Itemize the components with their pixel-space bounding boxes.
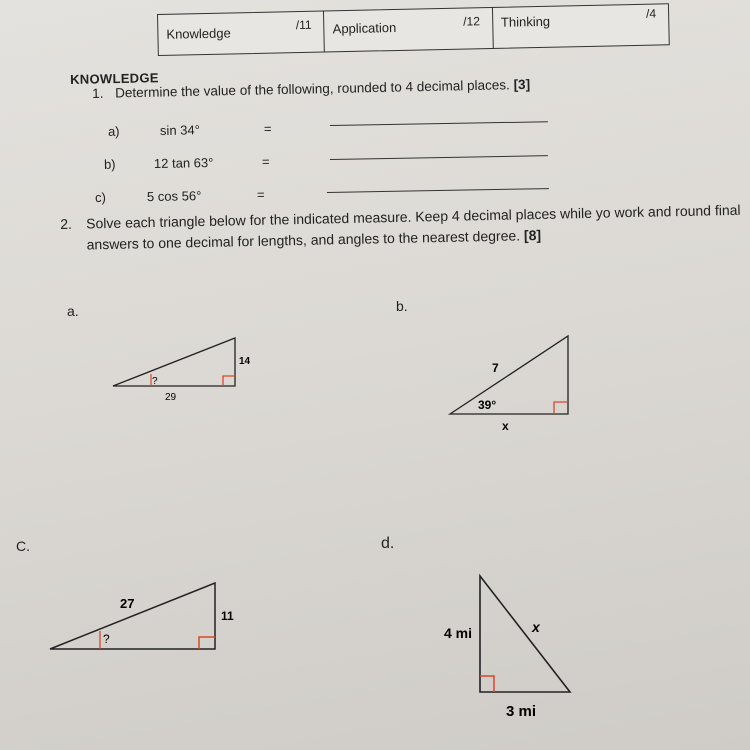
score-label: Knowledge xyxy=(166,25,231,42)
score-out-of: /11 xyxy=(295,17,312,33)
triangle-d-base: 3 mi xyxy=(506,703,537,720)
answer-line[interactable] xyxy=(330,155,548,160)
score-table xyxy=(157,3,670,56)
part-expression: sin 34° xyxy=(159,122,200,139)
part-letter: a) xyxy=(107,123,120,139)
q1-part-a xyxy=(108,116,558,144)
triangle-b-outline xyxy=(450,336,568,414)
triangle-c-hypotenuse: 27 xyxy=(120,596,135,611)
triangle-d-vertical-side: 4 mi xyxy=(444,625,473,641)
question-number: 2. xyxy=(60,215,73,232)
triangle-a-base: 29 xyxy=(165,392,177,403)
part-equals: = xyxy=(263,121,272,137)
triangle-b-hypotenuse: 7 xyxy=(492,361,499,375)
triangle-b-diagram xyxy=(440,330,580,440)
right-angle-marker xyxy=(554,402,568,414)
score-label: Application xyxy=(332,19,397,37)
question-marks: [3] xyxy=(513,76,531,93)
question-number: 1. xyxy=(92,85,104,101)
triangle-d-outline xyxy=(480,576,570,692)
triangle-a-vertical-side: 14 xyxy=(239,356,251,367)
triangle-label-d: d. xyxy=(381,535,395,552)
right-angle-marker xyxy=(223,376,235,386)
answer-line[interactable] xyxy=(330,121,548,126)
question-text: Solve each triangle below for the indicated measure. Keep 4 decimal places while yo work and round final answers to one decimal for lengths, and angles to the nearest degree. xyxy=(86,201,741,253)
question-marks: [8] xyxy=(523,226,542,244)
score-out-of: /12 xyxy=(463,14,481,29)
triangle-label-c: C. xyxy=(16,538,30,554)
section-heading: KNOWLEDGE xyxy=(70,70,159,87)
triangle-label-b: b. xyxy=(396,298,408,314)
triangle-d-diagram xyxy=(440,570,590,725)
triangle-label-a: a. xyxy=(67,303,79,319)
question-text: Determine the value of the following, rounded to 4 decimal places. xyxy=(115,77,510,101)
triangle-d-hypotenuse: x xyxy=(532,619,540,635)
triangle-a-diagram xyxy=(105,330,255,410)
part-expression: 12 tan 63° xyxy=(153,155,214,172)
triangle-c-diagram xyxy=(45,575,245,660)
triangle-c-angle: ? xyxy=(103,632,110,646)
triangle-a-angle: ? xyxy=(152,376,158,387)
q1-part-b xyxy=(104,149,554,177)
part-letter: b) xyxy=(103,156,116,172)
answer-line[interactable] xyxy=(327,188,549,193)
score-cell-knowledge xyxy=(158,11,325,54)
triangle-c-vertical-side: 11 xyxy=(221,609,234,623)
score-cell-application xyxy=(324,8,493,52)
part-expression: 5 cos 56° xyxy=(146,188,202,205)
triangle-b-angle: 39° xyxy=(478,398,497,412)
part-letter: c) xyxy=(94,189,106,206)
triangle-a-outline xyxy=(113,338,235,386)
triangle-c-outline xyxy=(50,583,215,649)
score-out-of: /4 xyxy=(645,6,657,21)
part-equals: = xyxy=(256,187,265,203)
right-angle-marker xyxy=(199,637,215,649)
score-label: Thinking xyxy=(500,13,551,30)
right-angle-marker xyxy=(480,676,494,692)
score-cell-thinking xyxy=(493,4,669,48)
triangle-b-base: x xyxy=(502,419,509,433)
part-equals: = xyxy=(261,154,270,170)
